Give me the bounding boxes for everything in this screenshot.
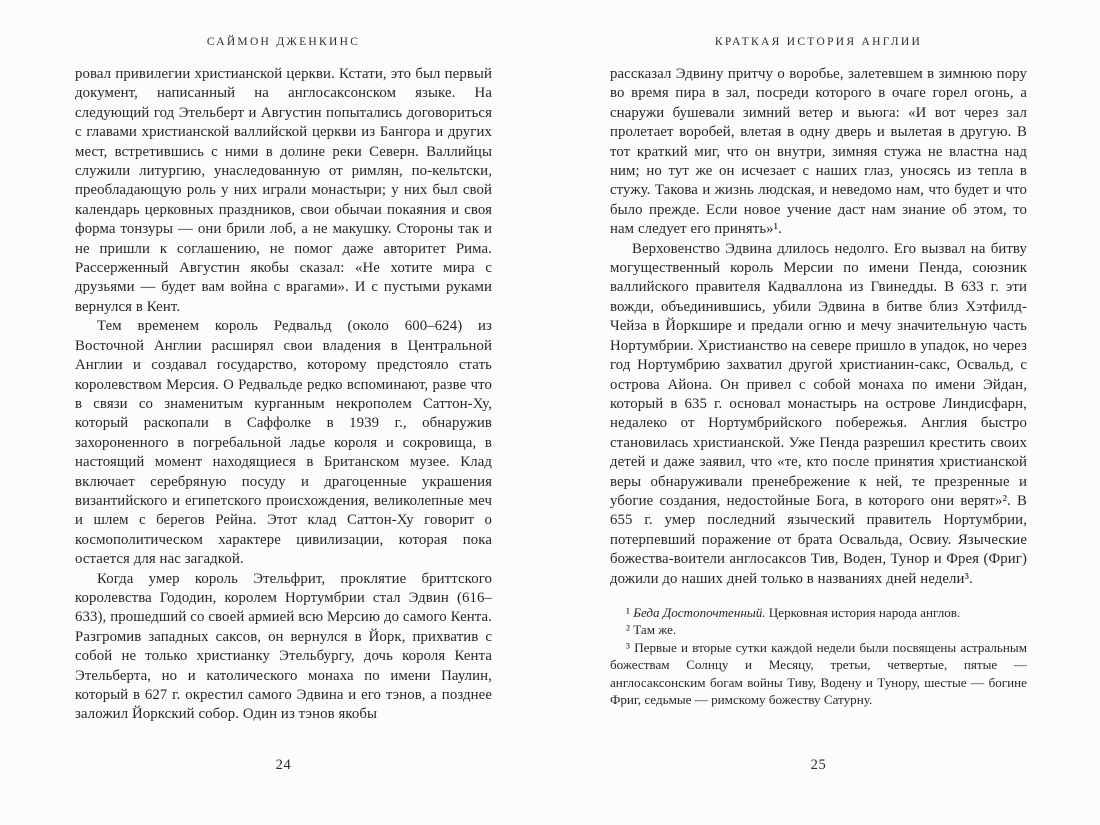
- right-page-text-column: [610, 36, 1027, 709]
- paragraph: ровал привилегии христианской церкви. Кстати, это был первый документ, написанный на англосаксонском языке. На следующий год Этельберт и Августин попытались договориться с главами христианской валлийской церкви из Бангора и других мест, встретившись с ними в долине реки Северн. Валлийцы служили литургию, унаследованную от римлян, по-кельтски, преобладающую роль у них играли монастыри; у них был свой календарь церковных праздников, свои обычаи покаяния и своя форма тонзуры — они брили лоб, а не макушку. Стороны так и не пришли к соглашению, не помог даже авторитет Рима. Рассерженный Августин якобы сказал: «Не хотите мира с друзьями — будет вам война с врагами». И с пустыми руками вернулся в Кент.: [75, 66, 492, 315]
- footnote-author: Беда Достопочтенный.: [633, 604, 766, 620]
- footnote-marker: ²: [626, 622, 630, 638]
- paragraph: Тем временем король Редвальд (около 600–624) из Восточной Англии расширял свои владения в Центральной Англии и создавал государство, которому предстояло стать королевством Мерсия. О Редвальде редко вспоминают, разве что в связи со знаменитым курганным некрополем Саттон-Ху, который раскопали в Саффолке в 1939 г., обнаружив захороненного в погребальной ладье короля и сокровища, в настоящий момент находящиеся в Британском музее. Клад включает серебряную посуду и драгоценные украшения византийского и египетского происхождения, великолепные меч и шлем с берегов Рейна. Этот клад Саттон-Ху говорит о космополитическом характере цивилизации, которая пока остается для нас загадкой.: [75, 318, 492, 568]
- footnote: [610, 639, 1027, 709]
- right-page: [550, 0, 1100, 825]
- footnote-text: Первые и вторые сутки каждой недели были посвящены астральным божествам Солнцу и Месяцу, третьи, четвертые, пятые — англосаксонским богам войны Тиву, Водену и Тунору, шестые — богине Фриг, седьмые — римскому божеству Сатурну.: [610, 639, 1027, 708]
- paragraph: рассказал Эдвину притчу о воробье, залетевшем в зимнюю пору во время пира в зал, посреди которого в очаге горел огонь, а снаружи бушевали зимний ветер и вьюга: «И вот через зал пролетает воробей, влетая в одну дверь и вылетая в другую. В тот краткий миг, что он внутри, зимняя стужа не властна над ним; но тут же он исчезает с наших глаз, уносясь из тепла в стужу. Такова и жизнь людская, и неведомо нам, что будет и что было прежде. Если новое учение даст нам знание об этом, то нам следует его принять»¹.: [610, 66, 1027, 238]
- footnote: [610, 604, 1027, 622]
- footnote-text: Там же.: [633, 622, 677, 638]
- left-page-body-text: [75, 65, 492, 725]
- page-number: 25: [810, 757, 827, 773]
- footnote: [610, 621, 1027, 639]
- running-header-title: КРАТКАЯ ИСТОРИЯ АНГЛИИ: [714, 36, 923, 48]
- footnote-marker: ¹: [626, 604, 630, 620]
- footnotes-block: [610, 604, 1027, 709]
- page-number: 24: [275, 757, 292, 773]
- footnote-marker: ³: [626, 639, 630, 655]
- right-page-body-text: [610, 65, 1027, 589]
- left-page-text-column: [75, 36, 492, 725]
- running-header-author: САЙМОН ДЖЕНКИНС: [206, 36, 361, 48]
- footnote-text: Церковная история народа англов.: [768, 604, 961, 620]
- paragraph: Когда умер король Этельфрит, проклятие бриттского королевства Гододин, королем Нортумбрии стал Эдвин (616–633), прошедший со своей армией всю Мерсию до самого Кента. Разгромив западных саксов, он вернулся в Йорк, прихватив с собой не только христианку Этельбургу, дочь короля Кента Этельберта, но и католического монаха по имени Паулин, который в 627 г. окрестил самого Эдвина и его тэнов, а позднее заложил Йоркский собор. Один из тэнов якобы: [75, 570, 492, 723]
- paragraph: Верховенство Эдвина длилось недолго. Его вызвал на битву могущественный король Мерсии по имени Пенда, союзник валлийского правителя Кадваллона из Гвинедды. В 633 г. эти вожди, объединившись, убили Эдвина в битве близ Хэтфилд-Чейза в Йоркшире и предали огню и мечу значительную часть Нортумбрии. Христианство на севере пришло в упадок, но через год Нортумбрию захватил другой христианин-сакс, Освальд, с острова Айона. Он привел с собой монаха по имени Эйдан, который в 635 г. основал монастырь на острове Линдисфарн, недалеко от Нортумбрийского побережья. Англия быстро становилась христианской. Уже Пенда разрешил крестить своих детей и даже заявил, что «те, кто после принятия христианской веры обнаруживали пренебрежение к ней, те презренные и убогие создания, недостойные Бога, в которого они верят»². В 655 г. умер последний языческий правитель Нортумбрии, потерпевший поражение от брата Освальда, Освиу. Языческие божества-воители англосаксов Тив, Воден, Тунор и Фрея (Фриг) дожили до наших дней только в названиях дней недели³.: [610, 240, 1027, 587]
